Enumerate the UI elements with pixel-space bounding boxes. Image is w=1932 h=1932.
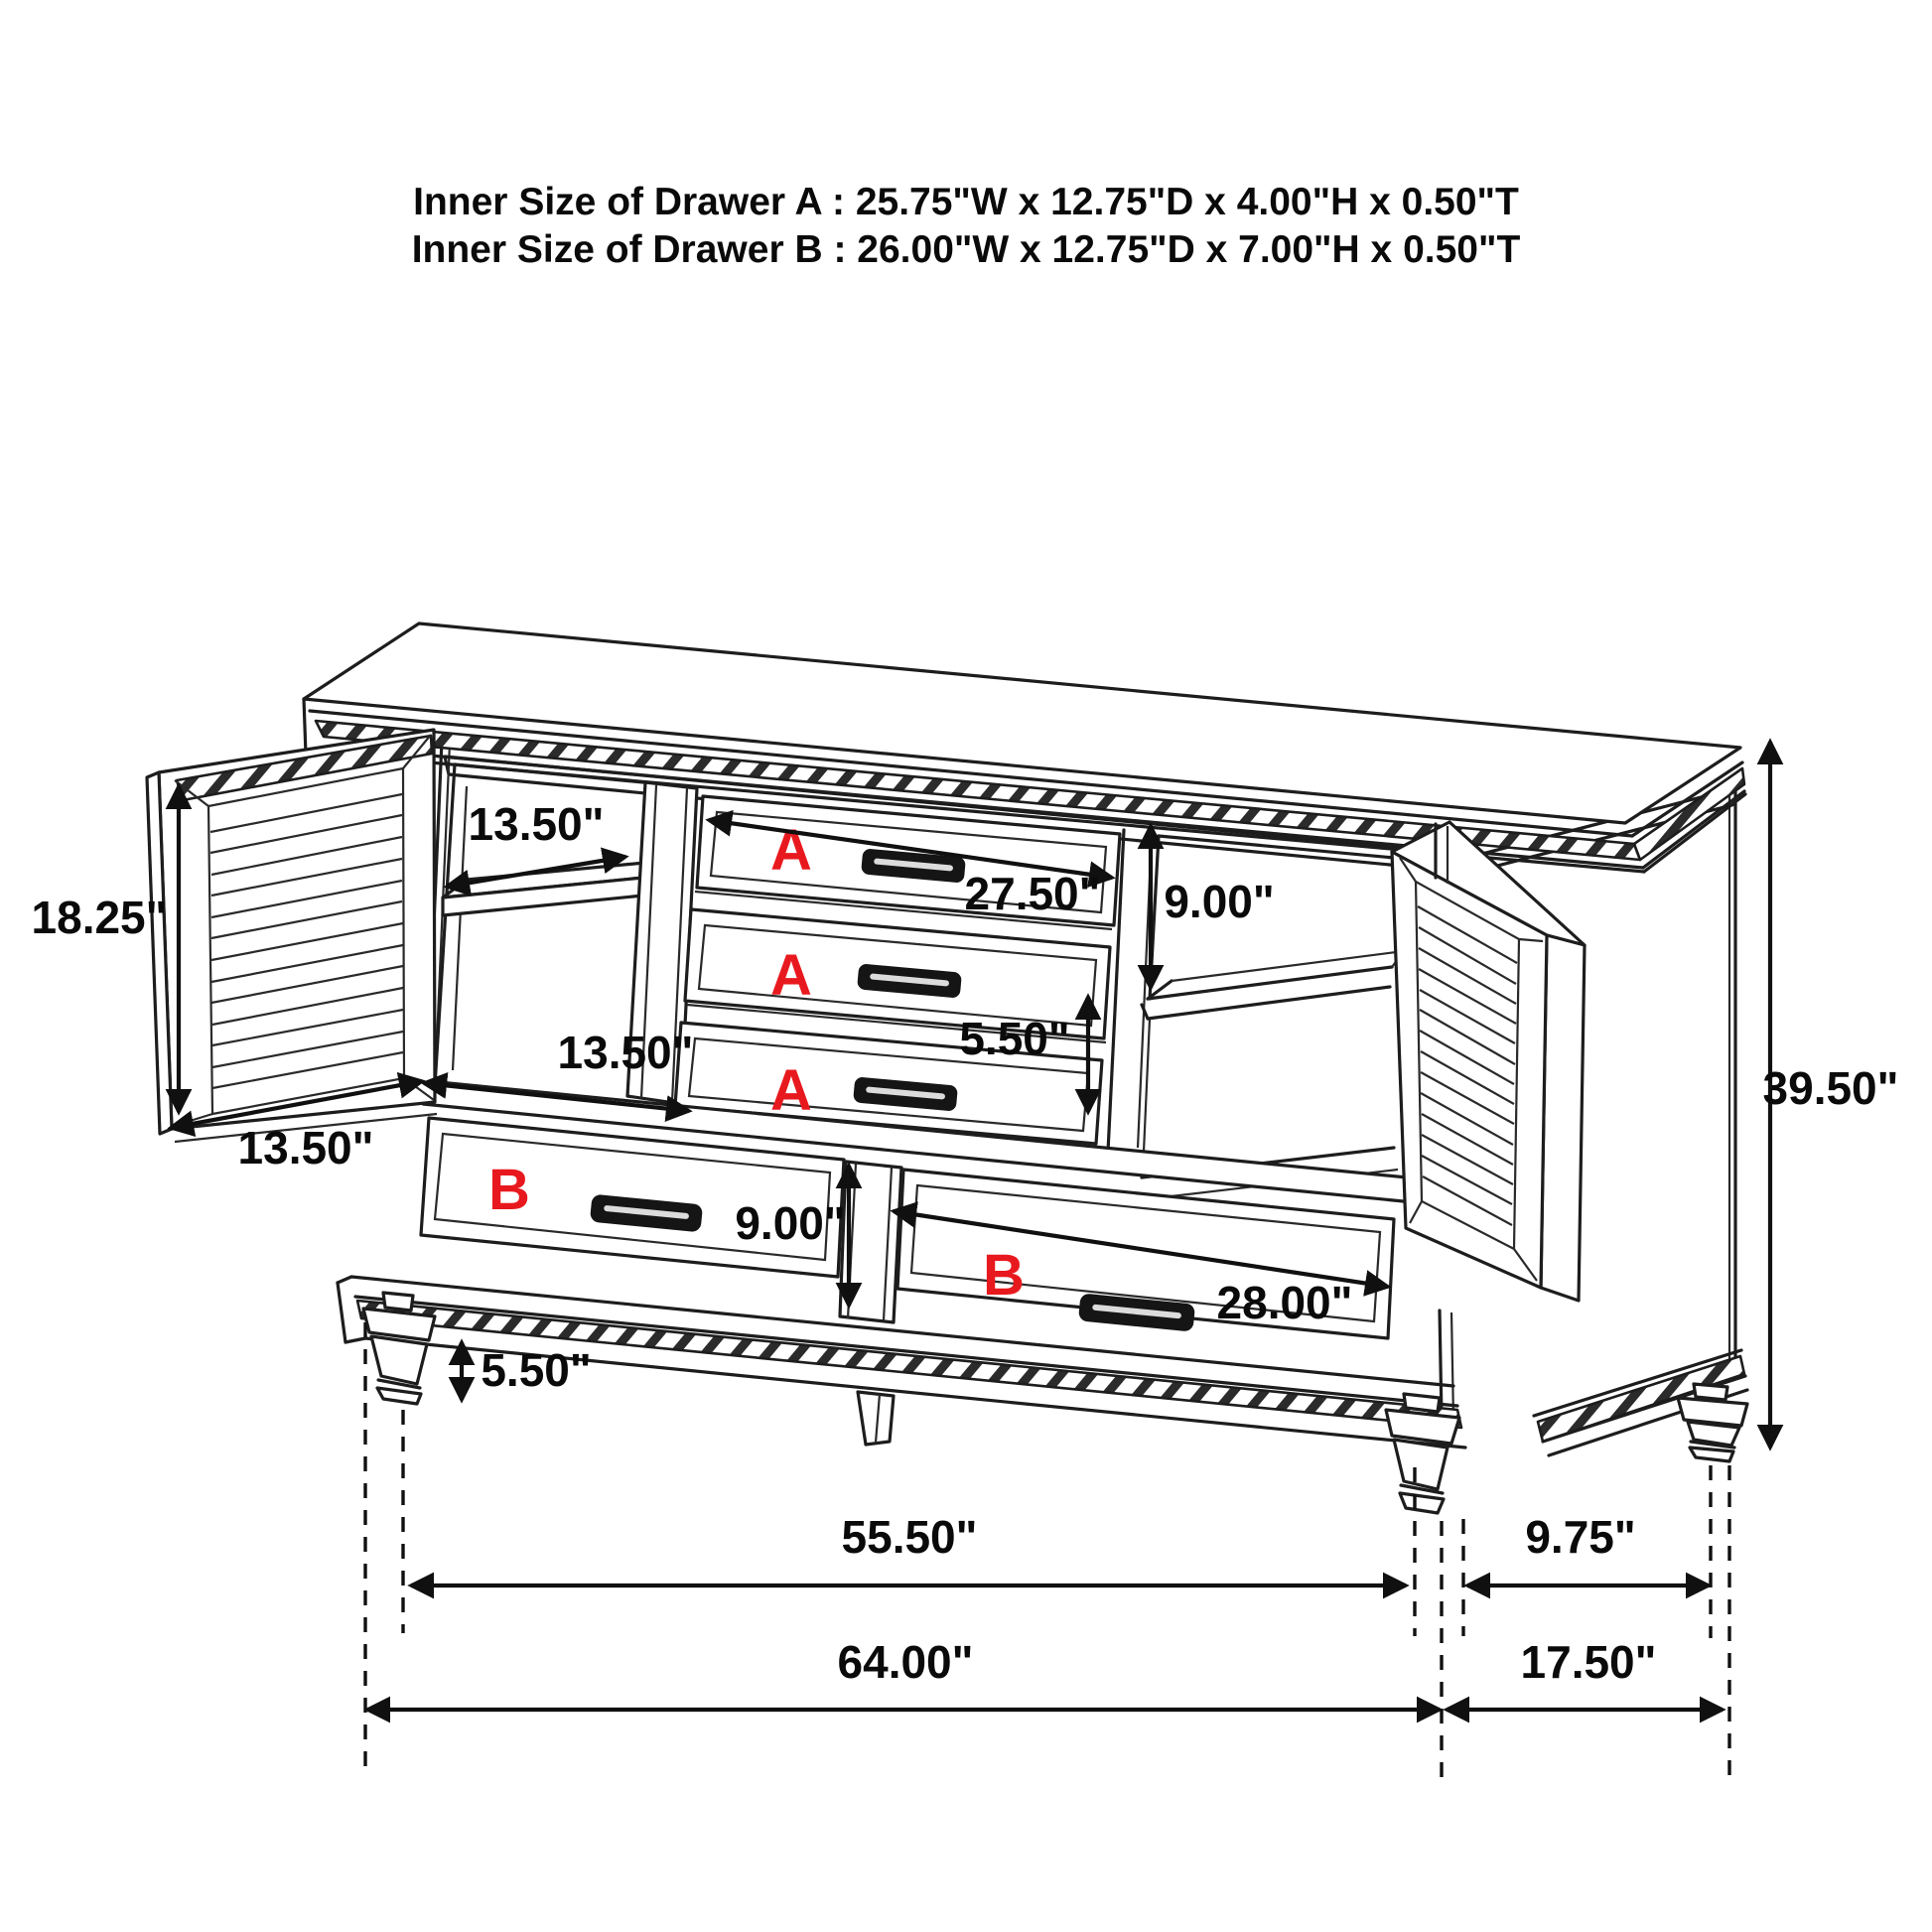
dim-left-lower-width-label: 13.50" (557, 1027, 694, 1078)
drawer-a3-letter: A (770, 1058, 812, 1123)
dim-drawer-a-height-label: 5.50" (959, 1013, 1070, 1064)
dim-right-shelf-height-label: 9.00" (1164, 876, 1275, 927)
right-door (1392, 822, 1585, 1301)
dim-drawer-b-width-label: 28.00" (1216, 1277, 1353, 1328)
left-door (147, 730, 437, 1142)
dim-side-leg-span-label: 9.75" (1525, 1511, 1636, 1563)
dim-overall-depth-label: 17.50" (1520, 1636, 1657, 1688)
dim-left-shelf-width-label: 13.50" (468, 798, 605, 850)
dim-drawer-a-width-label: 27.50" (964, 868, 1101, 919)
drawer-a1-letter: A (770, 818, 812, 883)
title-line-drawer-a: Inner Size of Drawer A : 25.75"W x 12.75"D x 4.00"H x 0.50"T (413, 181, 1519, 223)
drawer-a2-letter: A (770, 943, 812, 1008)
dim-left-door-height-label: 18.25" (31, 892, 168, 943)
drawer-b2-letter: B (983, 1243, 1025, 1308)
dim-overall-height-label: 39.50" (1762, 1062, 1899, 1114)
drawer-b1-letter: B (488, 1158, 530, 1222)
dim-drawer-b-height-label: 9.00" (735, 1197, 846, 1249)
center-leg (858, 1392, 894, 1445)
dim-front-leg-span-label: 55.50" (841, 1511, 978, 1563)
dim-overall-width-label: 64.00" (837, 1636, 974, 1688)
title-line-drawer-b: Inner Size of Drawer B : 26.00"W x 12.75"D x 7.00"H x 0.50"T (411, 228, 1521, 271)
dim-foot-height-label: 5.50" (481, 1344, 592, 1396)
dim-left-door-width-label: 13.50" (237, 1122, 374, 1173)
